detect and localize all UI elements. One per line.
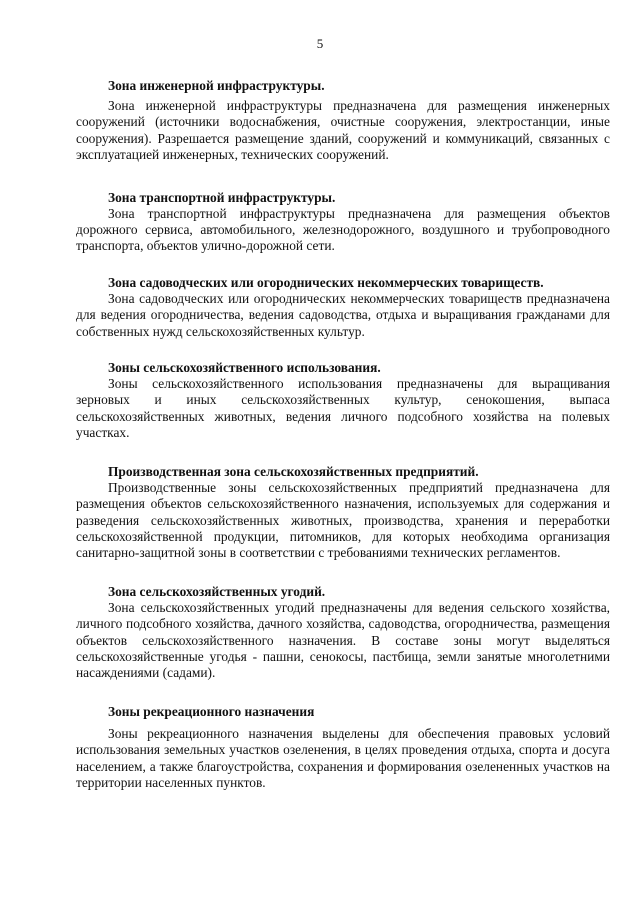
section-paragraph: Зона садоводческих или огороднических некоммерческих товариществ предназначена для ведения огородничества, ведения садоводства, отдыха и выращивания гражданами для собственных нужд сельскохозяйственных культур.: [76, 290, 610, 339]
section-heading: Производственная зона сельскохозяйственных предприятий.: [108, 463, 479, 479]
page-number: 5: [316, 36, 324, 51]
section-engineering-infrastructure: [76, 78, 610, 164]
section-heading: Зона сельскохозяйственных угодий.: [108, 583, 326, 599]
section-agricultural-enterprises: [76, 464, 610, 562]
section-heading: Зона транспортной инфраструктуры.: [108, 189, 336, 205]
section-paragraph: Зона сельскохозяйственных угодий предназначены для ведения сельского хозяйства, личного подсобного хозяйства, дачного хозяйства, садоводства, огородничества, размещения объектов сельскохозяйственного назначения. В составе зоны могут выделяться сельскохозяйственные угодья - пашни, сенокосы, пастбища, земли занятые многолетними насаждениями (садами).: [76, 599, 610, 681]
section-heading: Зона садоводческих или огороднических некоммерческих товариществ.: [108, 274, 544, 290]
section-heading: Зона инженерной инфраструктуры.: [108, 78, 325, 93]
section-heading: Зоны рекреационного назначения: [108, 703, 315, 719]
section-paragraph: Производственные зоны сельскохозяйственных предприятий предназначена для размещения объектов сельскохозяйственного назначения, используемых для содержания и разведения сельскохозяйственных животных, производства, хранения и переработки сельскохозяйственной продукции, питомников, для которых необходима организация санитарно-защитной зоны в соответствии с требованиями технических регламентов.: [76, 479, 610, 561]
section-agricultural-use: [76, 360, 610, 442]
section-gardening-partnerships: [76, 275, 610, 340]
section-heading: Зоны сельскохозяйственного использования.: [108, 360, 381, 376]
section-paragraph: Зоны сельскохозяйственного использования предназначены для выращивания зерновых и иных сельскохозяйственных культур, сенокошения, выпаса сельскохозяйственных животных, ведения личного подсобного хозяйства на полевых участках.: [76, 376, 610, 441]
section-paragraph: Зона транспортной инфраструктуры предназначена для размещения объектов дорожного сервиса, автомобильного, железнодорожного, воздушного и трубопроводного транспорта, объектов улично-дорожной сети.: [76, 205, 610, 254]
section-paragraph: Зона инженерной инфраструктуры предназначена для размещения инженерных сооружений (источники водоснабжения, очистные сооружения, электростанции, иные сооружения). Разрешается размещение зданий, сооружений и коммуникаций, связанных с эксплуатацией инженерных, технических сооружений.: [76, 98, 610, 163]
document-body: [76, 78, 610, 791]
section-recreational-zones: [76, 704, 610, 792]
section-paragraph: Зоны рекреационного назначения выделены для обеспечения правовых условий использования земельных участков озеленения, в целях проведения отдыха, спорта и досуга населением, а также благоустройства, сохранения и формирования озелененных участков на территории населенных пунктов.: [76, 725, 610, 790]
section-agricultural-lands: [76, 584, 610, 682]
section-transport-infrastructure: [76, 190, 610, 255]
